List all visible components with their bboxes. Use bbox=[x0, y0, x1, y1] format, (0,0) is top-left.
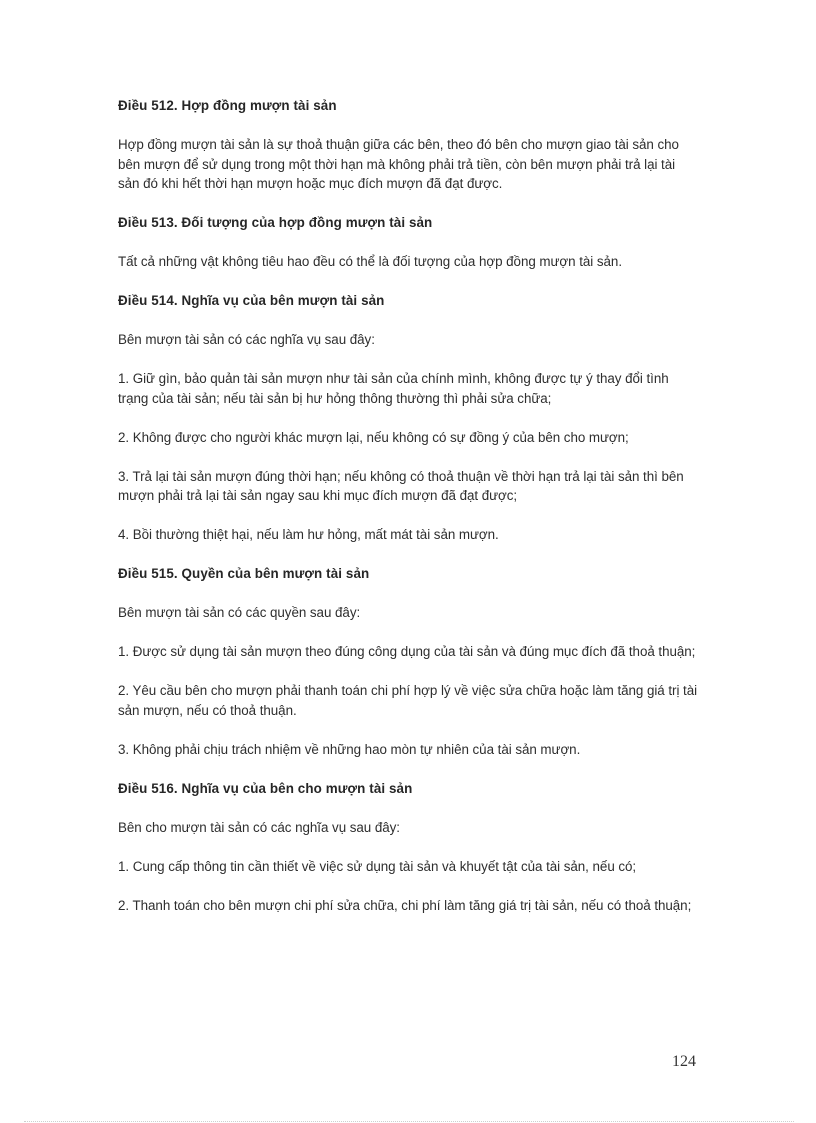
article-516-heading: Điều 516. Nghĩa vụ của bên cho mượn tài sản bbox=[118, 780, 413, 796]
article-514-item-1: 1. Giữ gìn, bảo quản tài sản mượn như tài sản của chính mình, không được tự ý thay đổi tình trạng của tài sản; nếu tài sản bị hư hỏng thông thường thì phải sửa chữa; bbox=[118, 371, 669, 406]
article-513-paragraph: Tất cả những vật không tiêu hao đều có thể là đối tượng của hợp đồng mượn tài sản. bbox=[118, 254, 622, 269]
article-515-intro: Bên mượn tài sản có các quyền sau đây: bbox=[118, 605, 361, 620]
article-512-heading: Điều 512. Hợp đồng mượn tài sản bbox=[118, 98, 337, 113]
article-514-item-2: 2. Không được cho người khác mượn lại, nếu không có sự đồng ý của bên cho mượn; bbox=[118, 429, 629, 445]
document-body bbox=[118, 96, 698, 915]
article-515-item-3: 3. Không phải chịu trách nhiệm về những hao mòn tự nhiên của tài sản mượn. bbox=[118, 741, 581, 757]
article-515-item-2: 2. Yêu cầu bên cho mượn phải thanh toán chi phí hợp lý về việc sửa chữa hoặc làm tăng giá trị tài sản mượn, nếu có thoả thuận. bbox=[118, 683, 698, 718]
article-514-heading: Điều 514. Nghĩa vụ của bên mượn tài sản bbox=[118, 293, 385, 308]
article-515-heading: Điều 515. Quyền của bên mượn tài sản bbox=[118, 566, 370, 581]
article-514-intro: Bên mượn tài sản có các nghĩa vụ sau đây: bbox=[118, 332, 375, 347]
footer-dotted-rule bbox=[24, 1121, 794, 1122]
article-514-item-4: 4. Bồi thường thiệt hại, nếu làm hư hỏng, mất mát tài sản mượn. bbox=[118, 527, 499, 542]
article-515-item-1: 1. Được sử dụng tài sản mượn theo đúng công dụng của tài sản và đúng mục đích đã thoả thuận; bbox=[118, 644, 696, 659]
article-513-heading: Điều 513. Đối tượng của hợp đồng mượn tài sản bbox=[118, 215, 433, 230]
article-512-paragraph: Hợp đồng mượn tài sản là sự thoả thuận giữa các bên, theo đó bên cho mượn giao tài sản cho bên mượn để sử dụng trong một thời hạn mà không phải trả tiền, còn bên mượn phải trả lại tài sản đó khi hết thời hạn mượn hoặc mục đích mượn đã đạt được. bbox=[118, 137, 679, 191]
article-516-item-1: 1. Cung cấp thông tin cần thiết về việc sử dụng tài sản và khuyết tật của tài sản, nếu có; bbox=[118, 858, 637, 874]
article-516-intro: Bên cho mượn tài sản có các nghĩa vụ sau đây: bbox=[118, 819, 400, 835]
page-number: 124 bbox=[672, 1053, 696, 1070]
article-514-item-3: 3. Trả lại tài sản mượn đúng thời hạn; nếu không có thoả thuận về thời hạn trả lại tài sản thì bên mượn phải trả lại tài sản ngay sau khi mục đích mượn đã đạt được; bbox=[118, 468, 684, 503]
article-516-item-2: 2. Thanh toán cho bên mượn chi phí sửa chữa, chi phí làm tăng giá trị tài sản, nếu có thoả thuận; bbox=[118, 897, 692, 913]
